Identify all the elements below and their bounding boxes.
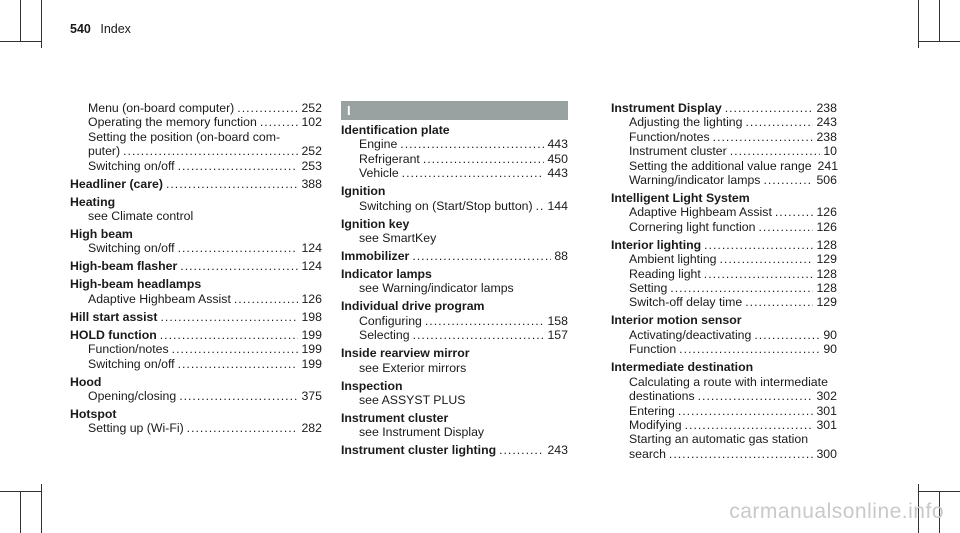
page-ref: 129 <box>816 295 837 310</box>
entry-label: see Exterior mirrors <box>359 360 467 375</box>
subentry <box>70 144 322 158</box>
subentry <box>70 342 322 356</box>
leader-dots <box>670 281 813 295</box>
entry-label: High-beam headlamps <box>70 277 202 292</box>
index-heading <box>70 259 322 273</box>
entry-label: see Instrument Display <box>359 425 485 440</box>
index-column-3 <box>611 101 837 465</box>
page-number: 540 <box>70 22 91 36</box>
index-heading <box>341 217 568 231</box>
subentry <box>611 342 837 356</box>
page-ref: 252 <box>301 101 322 115</box>
subentry <box>611 205 837 219</box>
leader-dots <box>260 115 299 129</box>
crop-mark <box>918 0 919 48</box>
subentry <box>611 220 837 234</box>
page-ref: 157 <box>547 328 568 343</box>
leader-dots <box>178 357 299 371</box>
index-entry <box>341 346 568 375</box>
index-heading <box>70 195 322 209</box>
leader-dots <box>413 328 545 342</box>
entry-label: Selecting <box>359 328 410 343</box>
entry-label: Engine <box>359 137 398 152</box>
page-header <box>70 22 131 36</box>
index-heading <box>341 299 568 313</box>
index-heading <box>70 277 322 291</box>
leader-dots <box>187 421 299 435</box>
entry-label: Interior motion sensor <box>611 313 742 328</box>
subentry <box>611 447 837 461</box>
subentry <box>341 425 568 439</box>
entry-label: Entering <box>629 403 675 418</box>
entry-label: Function <box>629 342 677 357</box>
index-heading <box>70 177 322 191</box>
leader-dots <box>402 166 545 180</box>
subentry <box>70 115 322 129</box>
entry-label: Reading light <box>629 266 701 281</box>
entry-label: search <box>629 446 666 461</box>
leader-dots <box>745 115 813 129</box>
entry-label: High-beam flasher <box>70 259 178 274</box>
subentry <box>341 199 568 213</box>
entry-label: Instrument cluster <box>629 144 727 159</box>
entry-label: Hood <box>70 374 102 389</box>
leader-dots <box>685 418 814 432</box>
leader-dots <box>179 389 298 403</box>
page-ref: 253 <box>301 158 322 173</box>
entry-label: Ambient lighting <box>629 252 717 267</box>
subentry <box>611 159 837 173</box>
leader-dots <box>669 447 814 461</box>
leader-dots <box>763 173 813 187</box>
leader-dots <box>237 101 298 115</box>
subentry <box>611 418 837 432</box>
crop-mark <box>20 0 21 41</box>
entry-label: puter) <box>88 144 121 159</box>
page-ref: 450 <box>547 151 568 166</box>
index-entry <box>611 191 837 234</box>
watermark: carmanualsonline.info <box>729 500 944 523</box>
entry-label: Switch-off delay time <box>629 295 743 310</box>
page-ref: 144 <box>547 198 568 213</box>
entry-label: Switching on/off <box>88 241 175 256</box>
page-ref: 129 <box>816 252 837 267</box>
leader-dots <box>160 328 299 342</box>
index-entry <box>341 443 568 457</box>
subentry <box>70 357 322 371</box>
subentry <box>341 328 568 342</box>
entry-label: Operating the memory function <box>88 115 257 130</box>
index-entry <box>70 310 322 324</box>
index-heading <box>611 360 837 374</box>
leader-dots <box>166 177 299 191</box>
subentry <box>611 267 837 281</box>
page-ref: 198 <box>301 309 322 324</box>
subentry <box>611 328 837 342</box>
entry-label: Vehicle <box>359 166 399 181</box>
index-heading <box>70 407 322 421</box>
leader-dots <box>123 144 298 158</box>
index-heading <box>341 411 568 425</box>
page-ref: 443 <box>547 137 568 152</box>
page-ref: 252 <box>301 144 322 159</box>
entry-label: Switching on/off <box>88 356 175 371</box>
leader-dots <box>423 152 545 166</box>
page-ref: 301 <box>816 417 837 432</box>
crop-mark <box>20 491 21 533</box>
leader-dots <box>412 249 551 263</box>
index-heading <box>341 379 568 393</box>
leader-dots <box>499 443 544 457</box>
index-entry <box>341 184 568 213</box>
index-entry <box>341 411 568 440</box>
leader-dots <box>720 252 814 266</box>
subentry <box>341 314 568 328</box>
entry-label: Immobilizer <box>341 249 410 264</box>
entry-label: Intelligent Light System <box>611 191 750 206</box>
page-ref: 238 <box>816 129 837 144</box>
leader-dots <box>713 130 814 144</box>
leader-dots <box>758 220 813 234</box>
page-ref: 90 <box>823 342 837 357</box>
entry-label: Warning/indicator lamps <box>629 173 761 188</box>
entry-label: Function/notes <box>88 342 169 357</box>
page-ref: 126 <box>301 291 322 306</box>
index-entry <box>611 238 837 310</box>
entry-label: see SmartKey <box>359 231 437 246</box>
index-heading <box>70 328 322 342</box>
entry-label: Indicator lamps <box>341 267 432 282</box>
leader-dots <box>775 205 814 219</box>
index-heading <box>611 313 837 327</box>
index-heading <box>341 346 568 360</box>
index-entry <box>341 123 568 181</box>
subentry <box>70 101 322 115</box>
index-entry <box>70 375 322 404</box>
crop-mark <box>0 41 41 42</box>
subentry <box>341 166 568 180</box>
page-ref: 301 <box>816 403 837 418</box>
entry-label: HOLD function <box>70 327 157 342</box>
index-entry <box>611 101 837 187</box>
index-heading <box>70 227 322 241</box>
page-ref: 241 <box>817 158 839 173</box>
page-ref: 506 <box>816 173 837 188</box>
index-heading <box>70 375 322 389</box>
subentry <box>341 137 568 151</box>
entry-label: Inspection <box>341 378 403 393</box>
page-ref: 199 <box>301 327 322 342</box>
entry-label: Intermediate destination <box>611 360 754 375</box>
index-entry <box>70 227 322 256</box>
entry-label: Heating <box>70 194 116 209</box>
index-entry <box>70 195 322 224</box>
subentry <box>341 393 568 407</box>
index-entry <box>341 249 568 263</box>
page-ref: 126 <box>816 219 837 234</box>
entry-label: Switching on/off <box>88 158 175 173</box>
entry-label: Hotspot <box>70 407 117 422</box>
entry-label: see Warning/indicator lamps <box>359 281 514 296</box>
index-column-2 <box>341 101 568 461</box>
index-entry <box>70 101 322 173</box>
subentry <box>341 361 568 375</box>
index-heading <box>341 443 568 457</box>
entry-label: see ASSYST PLUS <box>359 393 466 408</box>
subentry <box>611 144 837 158</box>
subentry <box>611 404 837 418</box>
subentry <box>70 389 322 403</box>
page-ref: 302 <box>816 389 837 404</box>
letter-section-header: I <box>341 101 568 120</box>
entry-label: Adaptive Highbeam Assist <box>629 205 772 220</box>
crop-mark <box>939 0 940 41</box>
entry-label: Adaptive Highbeam Assist <box>88 291 231 306</box>
entry-label: Setting <box>629 281 668 296</box>
subentry <box>341 231 568 245</box>
subentry <box>611 130 837 144</box>
leader-dots <box>180 259 298 273</box>
page-ref: 199 <box>301 342 322 357</box>
entry-label: destinations <box>629 389 695 404</box>
leader-dots <box>425 314 545 328</box>
subentry <box>341 152 568 166</box>
subentry-label-line: Starting an automatic gas station <box>629 432 809 447</box>
index-entry <box>341 379 568 408</box>
page-ref: 124 <box>301 241 322 256</box>
entry-label: Interior lighting <box>611 237 702 252</box>
entry-label: Opening/closing <box>88 389 177 404</box>
entry-label: Ignition key <box>341 216 410 231</box>
section-title: Index <box>100 22 131 36</box>
entry-label: Switching on (Start/Stop button) <box>359 198 533 213</box>
subentry <box>611 389 837 403</box>
subentry <box>611 281 837 295</box>
index-heading <box>341 123 568 137</box>
page-ref: 199 <box>301 356 322 371</box>
page-ref: 128 <box>816 266 837 281</box>
index-entry <box>611 360 837 461</box>
index-heading <box>611 238 837 252</box>
subentry-label-line: Setting the position (on-board com- <box>88 129 281 144</box>
leader-dots <box>704 267 814 281</box>
subentry-label-line: Calculating a route with intermediate <box>629 374 828 389</box>
page-ref: 243 <box>816 115 837 130</box>
subentry <box>611 295 837 309</box>
entry-label: Refrigerant <box>359 151 420 166</box>
subentry <box>70 421 322 435</box>
leader-dots <box>536 199 545 213</box>
page-ref: 10 <box>823 144 837 159</box>
subentry <box>341 281 568 295</box>
subentry <box>70 292 322 306</box>
index-entry <box>341 217 568 246</box>
index-heading <box>341 184 568 198</box>
index-entry <box>341 267 568 296</box>
page-ref: 243 <box>547 443 568 458</box>
index-entry <box>341 299 568 342</box>
entry-label: Configuring <box>359 313 422 328</box>
entry-label: Setting up (Wi-Fi) <box>88 421 184 436</box>
leader-dots <box>730 144 821 158</box>
entry-label: Adjusting the lighting <box>629 115 743 130</box>
entry-label: Instrument cluster <box>341 411 449 426</box>
index-column-2-entries <box>341 123 568 458</box>
index-heading <box>611 191 837 205</box>
leader-dots <box>754 328 820 342</box>
index-entry <box>611 313 837 356</box>
index-entry <box>70 328 322 371</box>
entry-label: Inside rearview mirror <box>341 346 470 361</box>
page-ref: 282 <box>301 421 322 436</box>
leader-dots <box>745 295 813 309</box>
page-ref: 443 <box>547 166 568 181</box>
subentry <box>611 173 837 187</box>
index-heading <box>611 101 837 115</box>
entry-label: Activating/deactivating <box>629 327 752 342</box>
index-entry <box>70 277 322 306</box>
entry-label: Cornering light function <box>629 219 756 234</box>
subentry <box>70 241 322 255</box>
page-ref: 128 <box>816 281 837 296</box>
crop-mark <box>41 0 42 48</box>
leader-dots <box>234 292 299 306</box>
page-ref: 300 <box>816 446 837 461</box>
subentry <box>70 159 322 173</box>
leader-dots <box>725 101 814 115</box>
page-ref: 124 <box>301 259 322 274</box>
page-ref: 126 <box>816 205 837 220</box>
entry-label: Function/notes <box>629 129 710 144</box>
page-ref: 88 <box>554 249 568 264</box>
index-column-1 <box>70 101 322 439</box>
leader-dots <box>698 389 814 403</box>
index-entry <box>70 177 322 191</box>
page-ref: 90 <box>823 327 837 342</box>
index-entry <box>70 407 322 436</box>
page-ref: 158 <box>547 313 568 328</box>
leader-dots <box>178 241 299 255</box>
entry-label: see Climate control <box>88 209 194 224</box>
entry-label: Menu (on-board computer) <box>88 101 235 115</box>
leader-dots <box>172 342 299 356</box>
crop-mark <box>919 41 960 42</box>
entry-label: Instrument cluster lighting <box>341 443 497 458</box>
index-heading <box>70 310 322 324</box>
leader-dots <box>400 137 544 151</box>
crop-mark <box>41 484 42 533</box>
entry-label: High beam <box>70 227 133 242</box>
entry-label: Individual drive program <box>341 299 485 314</box>
page-ref: 128 <box>816 237 837 252</box>
entry-label: Ignition <box>341 184 386 199</box>
entry-label: Modifying <box>629 417 682 432</box>
index-heading <box>341 249 568 263</box>
page-ref: 102 <box>301 115 322 130</box>
leader-dots <box>678 404 814 418</box>
subentry <box>611 252 837 266</box>
leader-dots <box>160 310 298 324</box>
entry-label: Headliner (care) <box>70 176 163 191</box>
subentry <box>70 209 322 223</box>
entry-label: Instrument Display <box>611 101 722 115</box>
entry-label: Hill start assist <box>70 309 158 324</box>
leader-dots <box>679 342 820 356</box>
leader-dots <box>704 238 813 252</box>
leader-dots <box>178 159 299 173</box>
entry-label: Identification plate <box>341 123 450 137</box>
page-ref: 238 <box>816 101 837 115</box>
entry-label: Setting the additional value range <box>629 158 812 173</box>
page-ref: 375 <box>301 389 322 404</box>
index-entry <box>70 259 322 273</box>
page-ref: 388 <box>301 176 322 191</box>
index-heading <box>341 267 568 281</box>
subentry <box>611 115 837 129</box>
